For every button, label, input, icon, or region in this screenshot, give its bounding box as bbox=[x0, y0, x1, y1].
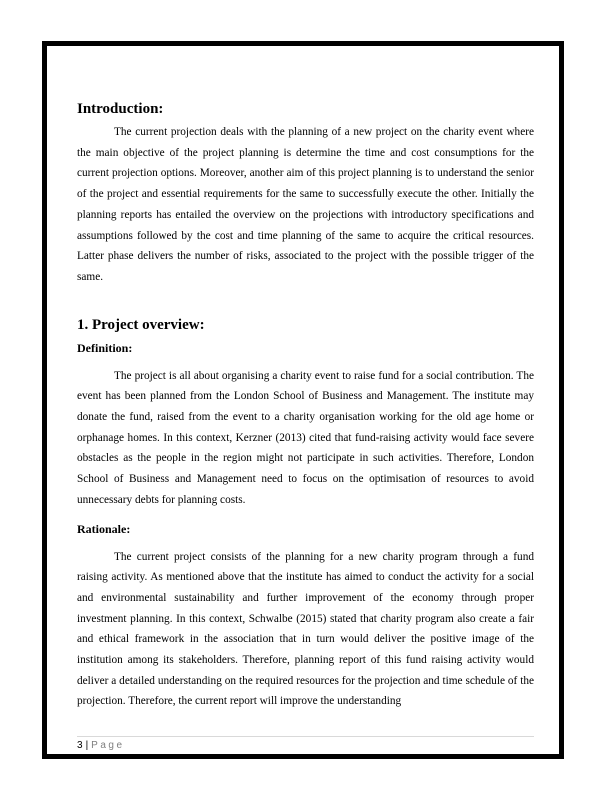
rationale-subheading: Rationale: bbox=[77, 521, 131, 536]
document-body bbox=[77, 100, 534, 712]
introduction-paragraph: The current projection deals with the planning of a new project on the charity event where the main objective of the project planning is determine the time and cost consumptions for the current projection options. Moreover, another aim of this project planning is to understand the senior of the project and essential requirements for the same to successfully execute the other. Initially the planning reports has entailed the overview on the projections with introductory specifications and assumptions followed by the cost and time planning of the same to acquire the critical resources. Latter phase delivers the number of risks, associated to the project with the possible trigger of the same. bbox=[77, 126, 534, 283]
page-label: Page bbox=[91, 740, 125, 751]
definition-subheading: Definition: bbox=[77, 340, 133, 355]
page-footer bbox=[77, 736, 534, 752]
rationale-paragraph: The current project consists of the planning for a new charity program through a fund raising activity. As mentioned above that the institute has aimed to conduct the activity for a social and environmental sustainability and further improvement of the economy through proper investment planning. In this context, Schwalbe (2015) stated that charity program also create a fair and ethical framework in the association that in turn would deliver the positive image of the institution among its stakeholders. Therefore, planning report of this fund raising activity would deliver a detailed understanding on the required resources for the projection and time schedule of the projection. Therefore, the current report will improve the understanding bbox=[77, 550, 534, 708]
project-overview-heading: 1. Project overview: bbox=[77, 316, 205, 333]
introduction-heading: Introduction: bbox=[77, 101, 164, 117]
definition-paragraph: The project is all about organising a charity event to raise fund for a social contribution. The event has been planned from the London School of Business and Management. The institute may donate the fund, raised from the event to a charity organisation working for the old age home or orphanage homes. In this context, Kerzner (2013) cited that fund-raising activity would face severe obstacles as the people in the region might not participate in such activities. Therefore, London School of Business and Management need to focus on the optimisation of resources to avoid unnecessary debts for planning costs. bbox=[77, 369, 534, 506]
footer-separator: | bbox=[85, 740, 89, 751]
page-number: 3 bbox=[77, 740, 83, 751]
